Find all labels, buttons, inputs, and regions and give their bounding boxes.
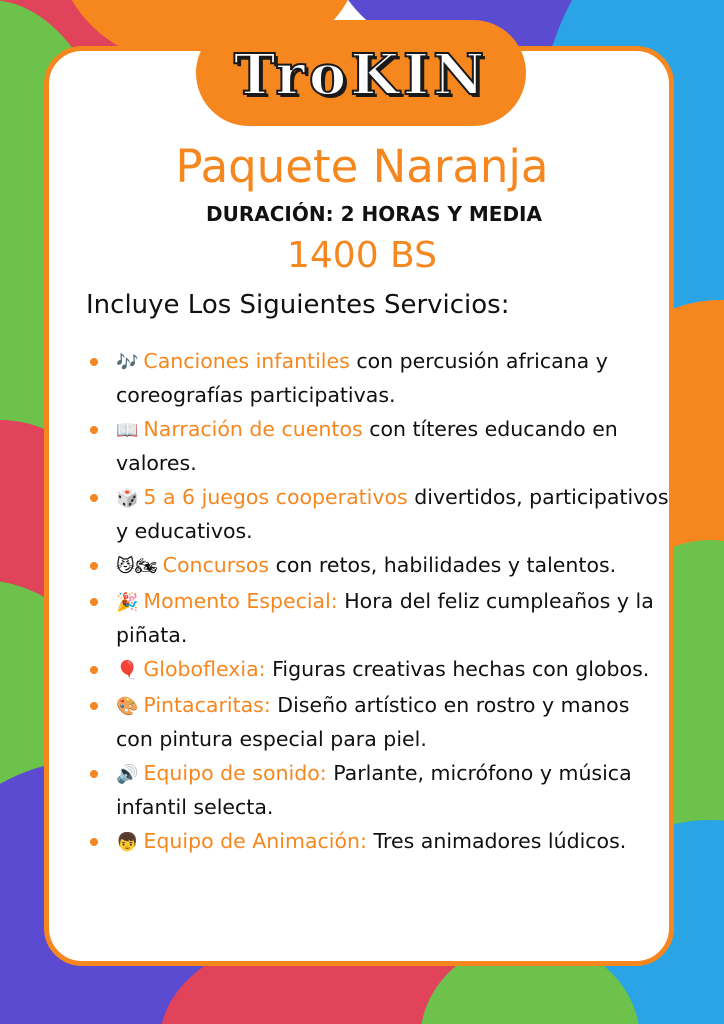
service-item bbox=[90, 345, 670, 411]
service-item bbox=[90, 653, 670, 687]
bullet-dot-icon bbox=[90, 426, 98, 434]
service-highlight: Globoflexia: bbox=[143, 657, 266, 681]
balloon-icon: 🎈 bbox=[116, 660, 139, 681]
services-list bbox=[90, 345, 670, 861]
cat-motorcycle-icon: 😼🏍 bbox=[116, 556, 158, 577]
service-item bbox=[90, 585, 670, 651]
service-description: Parlante, micrófono y música infantil selecta. bbox=[116, 761, 632, 819]
duration-label: DURACIÓN: 2 HORAS Y MEDIA bbox=[206, 202, 542, 226]
bullet-dot-icon bbox=[90, 358, 98, 366]
service-item bbox=[90, 825, 670, 859]
bullet-dot-icon bbox=[90, 770, 98, 778]
music-notes-icon: 🎶 bbox=[116, 352, 139, 373]
service-item bbox=[90, 757, 670, 823]
palette-icon: 🎨 bbox=[116, 696, 139, 717]
service-highlight: Equipo de Animación: bbox=[143, 829, 367, 853]
service-description: divertidos, participativos y educativos. bbox=[116, 485, 669, 543]
bullet-dot-icon bbox=[90, 494, 98, 502]
service-description: con percusión africana y coreografías participativas. bbox=[116, 349, 608, 407]
service-item bbox=[90, 413, 670, 479]
service-highlight: Equipo de sonido: bbox=[143, 761, 327, 785]
service-description: Figuras creativas hechas con globos. bbox=[265, 657, 650, 681]
service-description: Diseño artístico en rostro y manos con pintura especial para piel. bbox=[116, 693, 630, 751]
service-highlight: 5 a 6 juegos cooperativos bbox=[143, 485, 408, 509]
logo: TroKIN bbox=[233, 42, 489, 108]
service-description: Tres animadores lúdicos. bbox=[366, 829, 627, 853]
child-face-icon: 👦 bbox=[116, 832, 139, 853]
includes-heading: Incluye Los Siguientes Servicios: bbox=[86, 290, 510, 320]
service-highlight: Pintacaritas: bbox=[143, 693, 271, 717]
service-highlight: Canciones infantiles bbox=[143, 349, 350, 373]
service-item bbox=[90, 689, 670, 755]
service-item bbox=[90, 549, 670, 583]
service-highlight: Momento Especial: bbox=[143, 589, 338, 613]
service-description: Hora del feliz cumpleaños y la piñata. bbox=[116, 589, 654, 647]
service-highlight: Concursos bbox=[162, 553, 270, 577]
logo-badge bbox=[196, 20, 526, 126]
dice-icon: 🎲 bbox=[116, 488, 139, 509]
service-description: con títeres educando en valores. bbox=[116, 417, 618, 475]
price-label: 1400 BS bbox=[287, 235, 437, 276]
service-description: con retos, habilidades y talentos. bbox=[269, 553, 617, 577]
service-item bbox=[90, 481, 670, 547]
bullet-dot-icon bbox=[90, 666, 98, 674]
bullet-dot-icon bbox=[90, 562, 98, 570]
package-title: Paquete Naranja bbox=[175, 140, 549, 193]
bullet-dot-icon bbox=[90, 598, 98, 606]
service-highlight: Narración de cuentos bbox=[143, 417, 363, 441]
open-book-icon: 📖 bbox=[116, 420, 139, 441]
bullet-dot-icon bbox=[90, 838, 98, 846]
party-popper-icon: 🎉 bbox=[116, 592, 139, 613]
bullet-dot-icon bbox=[90, 702, 98, 710]
speaker-icon: 🔊 bbox=[116, 764, 139, 785]
